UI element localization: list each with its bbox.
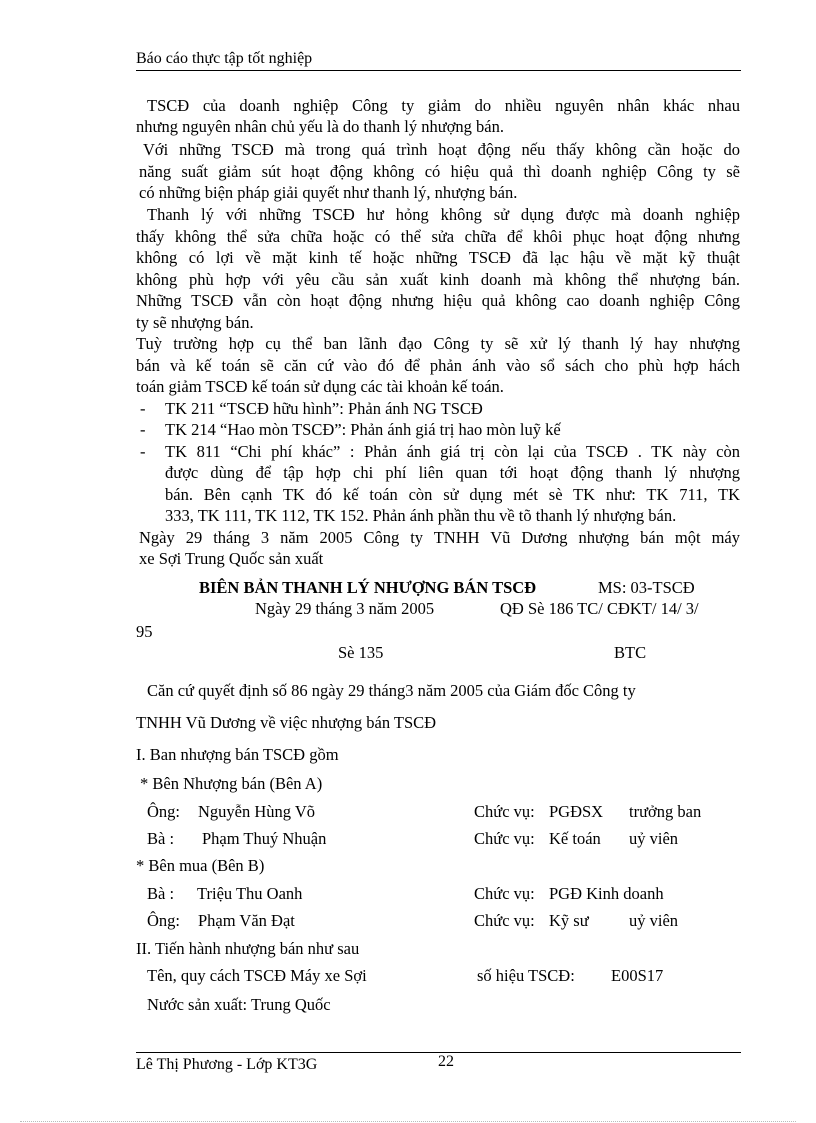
basis-line: TNHH Vũ Dương về việc nhượng bán TSCĐ (136, 713, 437, 732)
paragraph-line: Tuỳ trường hợp cụ thể ban lãnh đạo Công ty sẽ xử lý thanh lý hay nhượng (136, 334, 740, 353)
bullet-dash: - (140, 399, 146, 418)
section-heading: I. Ban nhượng bán TSCĐ gồm (136, 745, 339, 764)
paragraph-line: toán giảm TSCĐ kế toán sử dụng các tài khoản kế toán. (136, 377, 504, 396)
bullet-item-cont: bán. Bên cạnh TK đó kế toán còn sử dụng mét sè TK như: TK 711, TK (165, 485, 740, 504)
paragraph-line: TSCĐ của doanh nghiệp Công ty giảm do nhiều nguyên nhân khác nhau (147, 96, 740, 115)
member-name: Triệu Thu Oanh (197, 884, 303, 903)
header-divider (136, 70, 741, 71)
page-number: 22 (438, 1053, 454, 1070)
footer-author: Lê Thị Phương - Lớp KT3G (136, 1056, 318, 1073)
party-heading: * Bên mua (Bên B) (136, 856, 265, 875)
bullet-dash: - (140, 420, 146, 439)
bullet-item: TK 811 “Chi phí khác” : Phản ánh giá trị còn lại của TSCĐ . TK này còn (165, 442, 740, 461)
member-title: Ông: (147, 911, 180, 930)
record-title: BIÊN BẢN THANH LÝ NHƯỢNG BÁN TSCĐ (199, 578, 537, 597)
bullet-item-cont: được dùng để tập hợp chi phí liên quan tới hoạt động thanh lý nhượng (165, 463, 740, 482)
member-title: Ông: (147, 802, 180, 821)
member-position-label: Chức vụ: (474, 911, 535, 930)
intro-line: xe Sợi Trung Quốc sản xuất (139, 549, 324, 568)
bullet-item-cont: 333, TK 111, TK 112, TK 152. Phản ánh phần thu về tõ thanh lý nhượng bán. (165, 506, 677, 525)
member-position: PGĐ Kinh doanh (549, 884, 664, 903)
member-title: Bà : (147, 884, 175, 903)
member-position-label: Chức vụ: (474, 802, 535, 821)
section-heading: II. Tiến hành nhượng bán như sau (136, 939, 360, 958)
member-position: Kế toán (549, 829, 601, 848)
paragraph-line: thấy không thể sửa chữa hoặc có thể sửa chữa để khôi phục hoạt động nhưng (136, 227, 740, 246)
member-title: Bà : (147, 829, 175, 848)
record-btc: BTC (614, 643, 647, 662)
asset-id-label: số hiệu TSCĐ: (477, 966, 575, 985)
member-position-label: Chức vụ: (474, 829, 535, 848)
asset-origin: Nước sản xuất: Trung Quốc (147, 995, 331, 1014)
member-role: uỷ viên (629, 829, 679, 848)
bullet-item: TK 211 “TSCĐ hữu hình”: Phản ánh NG TSCĐ (165, 399, 483, 418)
member-name: Phạm Thuý Nhuận (202, 829, 327, 848)
basis-line: Căn cứ quyết định số 86 ngày 29 tháng3 năm 2005 của Giám đốc Công ty (147, 681, 636, 700)
paragraph-line: bán và kế toán sẽ căn cứ vào đó để phản ánh vào sổ sách cho phù hợp hách (136, 356, 740, 375)
paragraph-line: Những TSCĐ vẫn còn hoạt động nhưng hiệu quả không cao doanh nghiệp Công (136, 291, 740, 310)
paragraph-line: nhưng nguyên nhân chủ yếu là do thanh lý nhượng bán. (136, 117, 505, 136)
intro-line: Ngày 29 tháng 3 năm 2005 Công ty TNHH Vũ Dương nhượng bán một máy (139, 528, 740, 547)
record-date: Ngày 29 tháng 3 năm 2005 (255, 599, 435, 618)
record-number: Sè 135 (338, 643, 384, 662)
paragraph-line: không phù hợp với yêu cầu sản xuất kinh doanh mà không thể nhượng bán. (136, 270, 740, 289)
paragraph-line: Thanh lý với những TSCĐ hư hỏng không sử dụng được mà doanh nghiệp (147, 205, 740, 224)
bullet-dash: - (140, 442, 146, 461)
paragraph-line: ty sẽ nhượng bán. (136, 313, 254, 332)
party-heading: * Bên Nhượng bán (Bên A) (140, 774, 323, 793)
paragraph-line: có những biện pháp giải quyết như thanh lý, nhượng bán. (139, 183, 518, 202)
record-decision: QĐ Sè 186 TC/ CĐKT/ 14/ 3/ (500, 599, 699, 618)
member-name: Nguyễn Hùng Võ (198, 802, 316, 821)
asset-name: Tên, quy cách TSCĐ Máy xe Sợi (147, 966, 367, 985)
member-position: Kỹ sư (549, 911, 589, 930)
paragraph-line: không có lợi về mặt kinh tế hoặc những TSCĐ đã lạc hậu về mặt kỹ thuật (136, 248, 740, 267)
bullet-item: TK 214 “Hao mòn TSCĐ”: Phản ánh giá trị hao mòn luỹ kế (165, 420, 561, 439)
asset-id: E00S17 (611, 966, 664, 985)
record-decision-cont: 95 (136, 622, 153, 641)
page-header-title: Báo cáo thực tập tốt nghiệp (136, 50, 313, 67)
record-form-code: MS: 03-TSCĐ (598, 578, 695, 597)
member-position: PGĐSX (549, 802, 604, 821)
member-role: uỷ viên (629, 911, 679, 930)
member-position-label: Chức vụ: (474, 884, 535, 903)
member-name: Phạm Văn Đạt (198, 911, 295, 930)
paragraph-line: năng suất giảm sút hoạt động không có hiệu quả thì doanh nghiệp Công ty sẽ (139, 162, 740, 181)
page-edge-dots (20, 1121, 796, 1122)
member-role: trưởng ban (629, 802, 702, 821)
paragraph-line: Với những TSCĐ mà trong quá trình hoạt động nếu thấy không cần hoặc do (143, 140, 740, 159)
